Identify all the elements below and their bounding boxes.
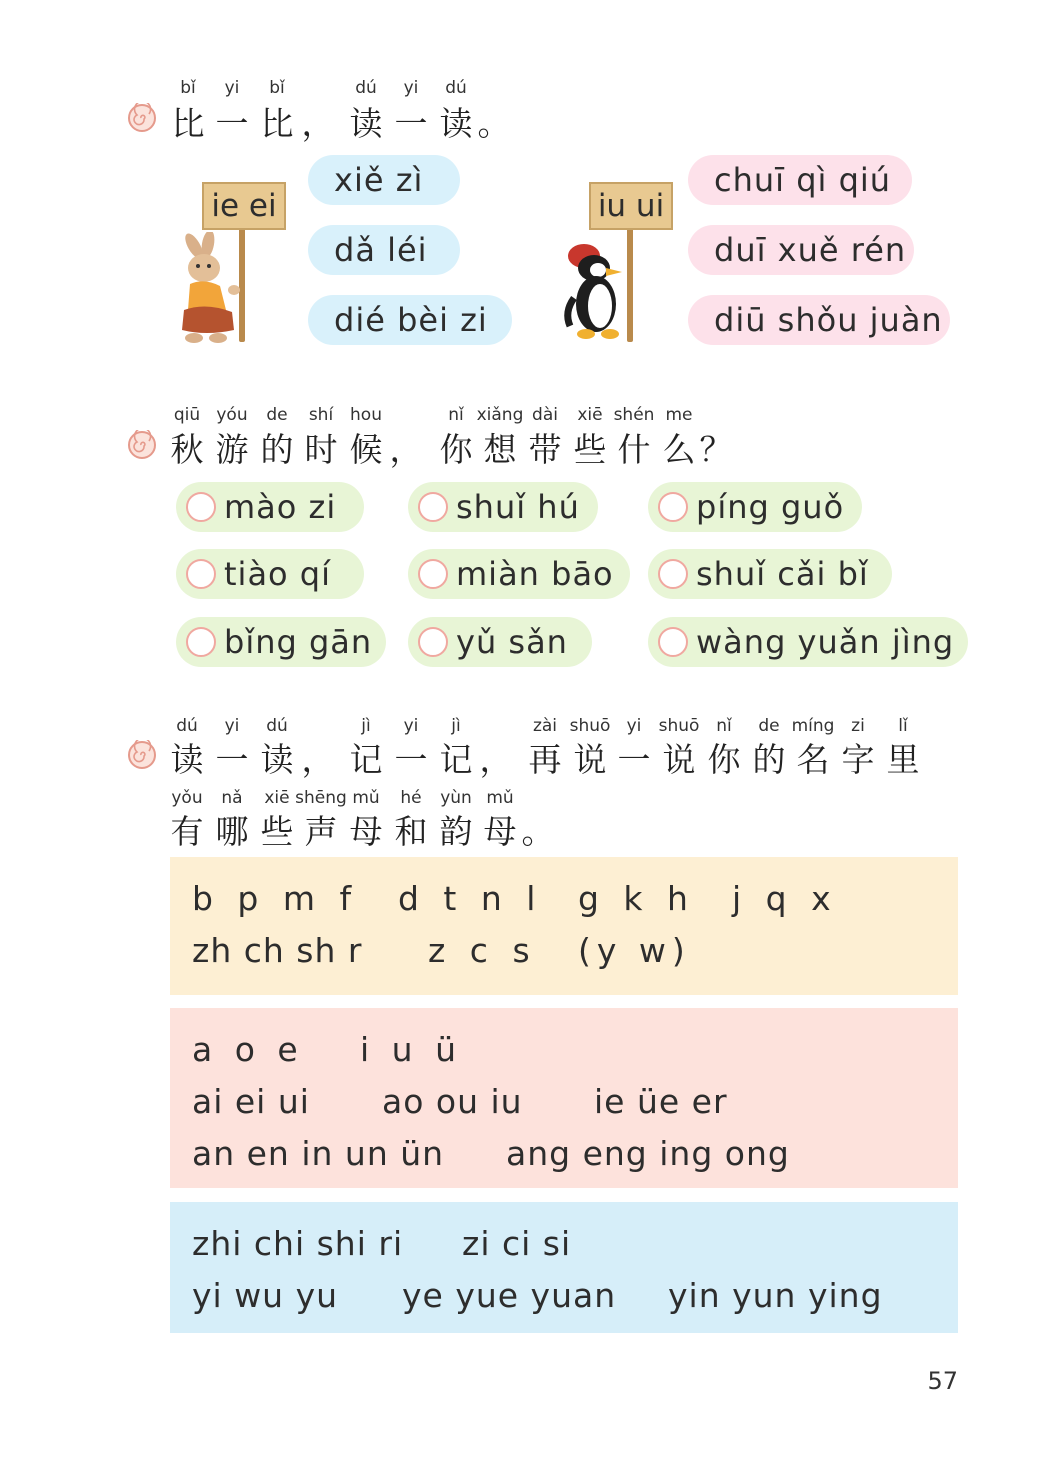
- hanzi: 再: [528, 740, 562, 779]
- hanzi: 一: [617, 740, 651, 779]
- hanzi: 里: [886, 740, 920, 779]
- hanzi: 比: [260, 104, 294, 143]
- hanzi: 比: [171, 104, 205, 143]
- option-label: bǐng gān: [224, 623, 373, 661]
- pinyin: xiē: [577, 405, 603, 425]
- hanzi: ，: [479, 740, 513, 779]
- pinyin: hé: [400, 788, 422, 808]
- section2-title: [0, 424, 1044, 468]
- option-label: yǔ sǎn: [456, 623, 568, 661]
- finals-group: i u ü: [360, 1030, 462, 1069]
- syllable-group: ye yue yuan: [402, 1276, 617, 1315]
- pinyin: yóu: [216, 405, 248, 425]
- initials-group: (y w): [578, 931, 691, 970]
- pinyin: dú: [355, 78, 377, 98]
- word-pill: chuī qì qiú: [688, 155, 912, 205]
- hanzi: 。: [477, 104, 511, 143]
- word-pill: dié bèi zi: [308, 295, 512, 345]
- hanzi: ，: [301, 740, 335, 779]
- pinyin: shuō: [569, 716, 611, 736]
- pinyin: bǐ: [180, 78, 196, 98]
- checkbox-circle[interactable]: [658, 627, 688, 657]
- pinyin: de: [758, 716, 780, 736]
- pinyin: mǔ: [352, 788, 380, 808]
- pinyin: zi: [851, 716, 865, 736]
- pinyin: yi: [224, 716, 240, 736]
- hanzi: 母: [483, 812, 517, 851]
- initials-group: zh ch sh r: [192, 931, 363, 970]
- pinyin: yi: [224, 78, 240, 98]
- pinyin: zài: [532, 716, 558, 736]
- hanzi: ，: [301, 104, 335, 143]
- hanzi: 时: [304, 430, 338, 469]
- option-label: miàn bāo: [456, 555, 614, 593]
- pinyin: dú: [176, 716, 198, 736]
- whole-syllables-box: [170, 1202, 958, 1333]
- pinyin: bǐ: [269, 78, 285, 98]
- pinyin: shuō: [658, 716, 700, 736]
- finals-group: ang eng ing ong: [506, 1134, 790, 1173]
- finals-group: ao ou iu: [382, 1082, 523, 1121]
- word-pill: xiě zì: [308, 155, 460, 205]
- pinyin: xiē: [264, 788, 290, 808]
- checkbox-circle[interactable]: [186, 492, 216, 522]
- hanzi: 秋: [170, 430, 204, 469]
- option-label: tiào qí: [224, 555, 331, 593]
- option-label: mào zi: [224, 488, 337, 526]
- hanzi: 的: [752, 740, 786, 779]
- option-label: shuǐ cǎi bǐ: [696, 555, 869, 593]
- option-pill[interactable]: [648, 617, 968, 667]
- pinyin: hou: [350, 405, 382, 425]
- checkbox-circle[interactable]: [418, 627, 448, 657]
- option-label: wàng yuǎn jìng: [696, 623, 955, 661]
- hanzi: 些: [573, 430, 607, 469]
- pinyin: yùn: [440, 788, 472, 808]
- hanzi: 一: [215, 104, 249, 143]
- pinyin: xiǎng: [476, 405, 524, 425]
- pinyin: mǔ: [486, 788, 514, 808]
- rabbit-illustration: [172, 232, 252, 347]
- syllable-group: zhi chi shi ri: [192, 1224, 404, 1263]
- hanzi: 读: [170, 740, 204, 779]
- initials-group: d t n l: [398, 879, 543, 918]
- finals-group: ie üe er: [594, 1082, 728, 1121]
- option-pill[interactable]: [408, 617, 592, 667]
- section3-title-line2: [0, 806, 1044, 850]
- pinyin: de: [266, 405, 288, 425]
- hanzi: 游: [215, 430, 249, 469]
- hanzi: 你: [439, 430, 473, 469]
- hanzi: 一: [394, 740, 428, 779]
- syllable-group: yin yun ying: [668, 1276, 883, 1315]
- section1-title: [0, 98, 1044, 142]
- finals-box: [170, 1008, 958, 1188]
- hanzi: 一: [215, 740, 249, 779]
- pinyin: shēng: [295, 788, 347, 808]
- hanzi: 的: [260, 430, 294, 469]
- penguin-illustration: [560, 238, 640, 342]
- hanzi: 记: [349, 740, 383, 779]
- hanzi: 什: [617, 430, 651, 469]
- checkbox-circle[interactable]: [186, 559, 216, 589]
- option-label: píng guǒ: [696, 488, 845, 526]
- hanzi: ，: [389, 430, 423, 469]
- pinyin: shí: [308, 405, 334, 425]
- initials-box: [170, 857, 958, 995]
- pinyin: yǒu: [171, 788, 203, 808]
- pinyin: lǐ: [898, 716, 908, 736]
- pinyin: nǎ: [221, 788, 243, 808]
- hanzi: 。: [521, 812, 555, 851]
- option-pill[interactable]: [648, 549, 892, 599]
- hanzi: 说: [662, 740, 696, 779]
- option-pill[interactable]: [176, 617, 386, 667]
- hanzi: 哪: [215, 812, 249, 851]
- sign-board-iu-ui: iu ui: [589, 182, 673, 230]
- initials-group: g k h: [578, 879, 695, 918]
- hanzi: 声: [304, 812, 338, 851]
- option-pill[interactable]: [176, 549, 364, 599]
- pinyin: yi: [403, 78, 419, 98]
- hanzi: 些: [260, 812, 294, 851]
- pinyin: yi: [403, 716, 419, 736]
- finals-group: an en in un ün: [192, 1134, 445, 1173]
- hanzi: 你: [707, 740, 741, 779]
- option-pill[interactable]: [408, 549, 630, 599]
- option-pill[interactable]: [648, 482, 862, 532]
- checkbox-circle[interactable]: [418, 559, 448, 589]
- checkbox-circle[interactable]: [186, 627, 216, 657]
- initials-group: z c s: [428, 931, 537, 970]
- checkbox-circle[interactable]: [658, 492, 688, 522]
- hanzi: 名: [796, 740, 830, 779]
- pinyin: nǐ: [716, 716, 732, 736]
- pinyin: nǐ: [448, 405, 464, 425]
- hanzi: 母: [349, 812, 383, 851]
- hanzi: 字: [841, 740, 875, 779]
- hanzi: 韵: [439, 812, 473, 851]
- word-pill: duī xuě rén: [688, 225, 914, 275]
- checkbox-circle[interactable]: [658, 559, 688, 589]
- word-pill: diū shǒu juàn: [688, 295, 950, 345]
- hanzi: 带: [528, 430, 562, 469]
- hanzi: 么: [662, 430, 696, 469]
- hanzi: 说: [573, 740, 607, 779]
- syllable-group: yi wu yu: [192, 1276, 339, 1315]
- pinyin: dài: [532, 405, 558, 425]
- initials-group: b p m f: [192, 879, 359, 918]
- hanzi: 读: [349, 104, 383, 143]
- hanzi: 有: [170, 812, 204, 851]
- hanzi: 和: [394, 812, 428, 851]
- pinyin: jì: [451, 716, 461, 736]
- checkbox-circle[interactable]: [418, 492, 448, 522]
- pinyin: yi: [626, 716, 642, 736]
- section3-title-line1: [0, 734, 1044, 778]
- word-pill: dǎ léi: [308, 225, 460, 275]
- hanzi: 记: [439, 740, 473, 779]
- hanzi: ？: [699, 430, 733, 469]
- pinyin: shén: [613, 405, 655, 425]
- option-pill[interactable]: [176, 482, 364, 532]
- hanzi: 读: [439, 104, 473, 143]
- pinyin: míng: [791, 716, 835, 736]
- hanzi: 候: [349, 430, 383, 469]
- page-number: 57: [927, 1367, 958, 1395]
- hanzi: 读: [260, 740, 294, 779]
- hanzi: 想: [483, 430, 517, 469]
- sign-board-ie-ei: ie ei: [202, 182, 286, 230]
- pinyin: qiū: [173, 405, 201, 425]
- pinyin: jì: [361, 716, 371, 736]
- pinyin: me: [665, 405, 693, 425]
- hanzi: 一: [394, 104, 428, 143]
- pinyin: dú: [266, 716, 288, 736]
- finals-group: ai ei ui: [192, 1082, 310, 1121]
- finals-group: a o e: [192, 1030, 304, 1069]
- option-label: shuǐ hú: [456, 488, 580, 526]
- initials-group: j q x: [732, 879, 838, 918]
- syllable-group: zi ci si: [462, 1224, 572, 1263]
- section1-pinyin: [0, 78, 1044, 100]
- pinyin: dú: [445, 78, 467, 98]
- option-pill[interactable]: [408, 482, 598, 532]
